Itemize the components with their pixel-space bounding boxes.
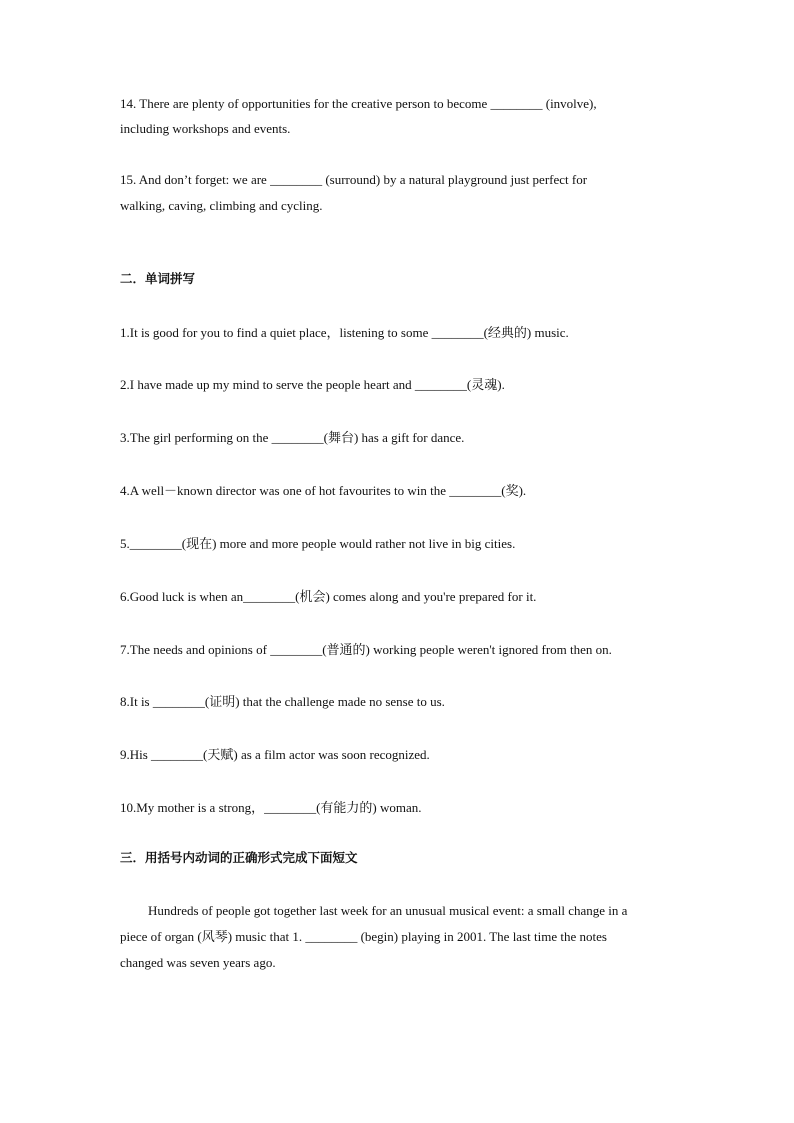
passage-line-1: Hundreds of people got together last week for an unusual musical event: a small change in a — [148, 903, 628, 918]
question-14-line-2: including workshops and events. — [120, 121, 291, 136]
spelling-item-4: 4.A well－known director was one of hot favourites to win the ________(奖). — [120, 483, 527, 498]
spelling-item-3: 3.The girl performing on the ________(舞台) has a gift for dance. — [120, 430, 465, 445]
section-3-heading: 三．用括号内动词的正确形式完成下面短文 — [120, 850, 358, 865]
spelling-item-9: 9.His ________(天赋) as a film actor was soon recognized. — [120, 747, 430, 762]
question-14-line-1: 14. There are plenty of opportunities for the creative person to become ________ (involve), — [120, 96, 597, 111]
passage-line-2: piece of organ (风琴) music that 1. ________ (begin) playing in 2001. The last time the notes — [120, 929, 607, 944]
spelling-item-6: 6.Good luck is when an________(机会) comes along and you're prepared for it. — [120, 589, 537, 604]
spelling-item-8: 8.It is ________(证明) that the challenge made no sense to us. — [120, 694, 445, 709]
section-2-heading: 二．单词拼写 — [120, 271, 196, 286]
question-15-line-1: 15. And don’t forget: we are ________ (surround) by a natural playground just perfect for — [120, 172, 588, 187]
spelling-item-1: 1.It is good for you to find a quiet place，listening to some ________(经典的) music. — [120, 325, 569, 340]
spelling-item-2: 2.I have made up my mind to serve the people heart and ________(灵魂). — [120, 377, 505, 392]
question-15-line-2: walking, caving, climbing and cycling. — [120, 198, 323, 213]
spelling-item-5: 5.________(现在) more and more people would rather not live in big cities. — [120, 536, 516, 551]
passage-line-3: changed was seven years ago. — [120, 955, 276, 970]
spelling-item-10: 10.My mother is a strong，________(有能力的) woman. — [120, 800, 422, 815]
spelling-item-7: 7.The needs and opinions of ________(普通的) working people weren't ignored from then on. — [120, 642, 612, 657]
